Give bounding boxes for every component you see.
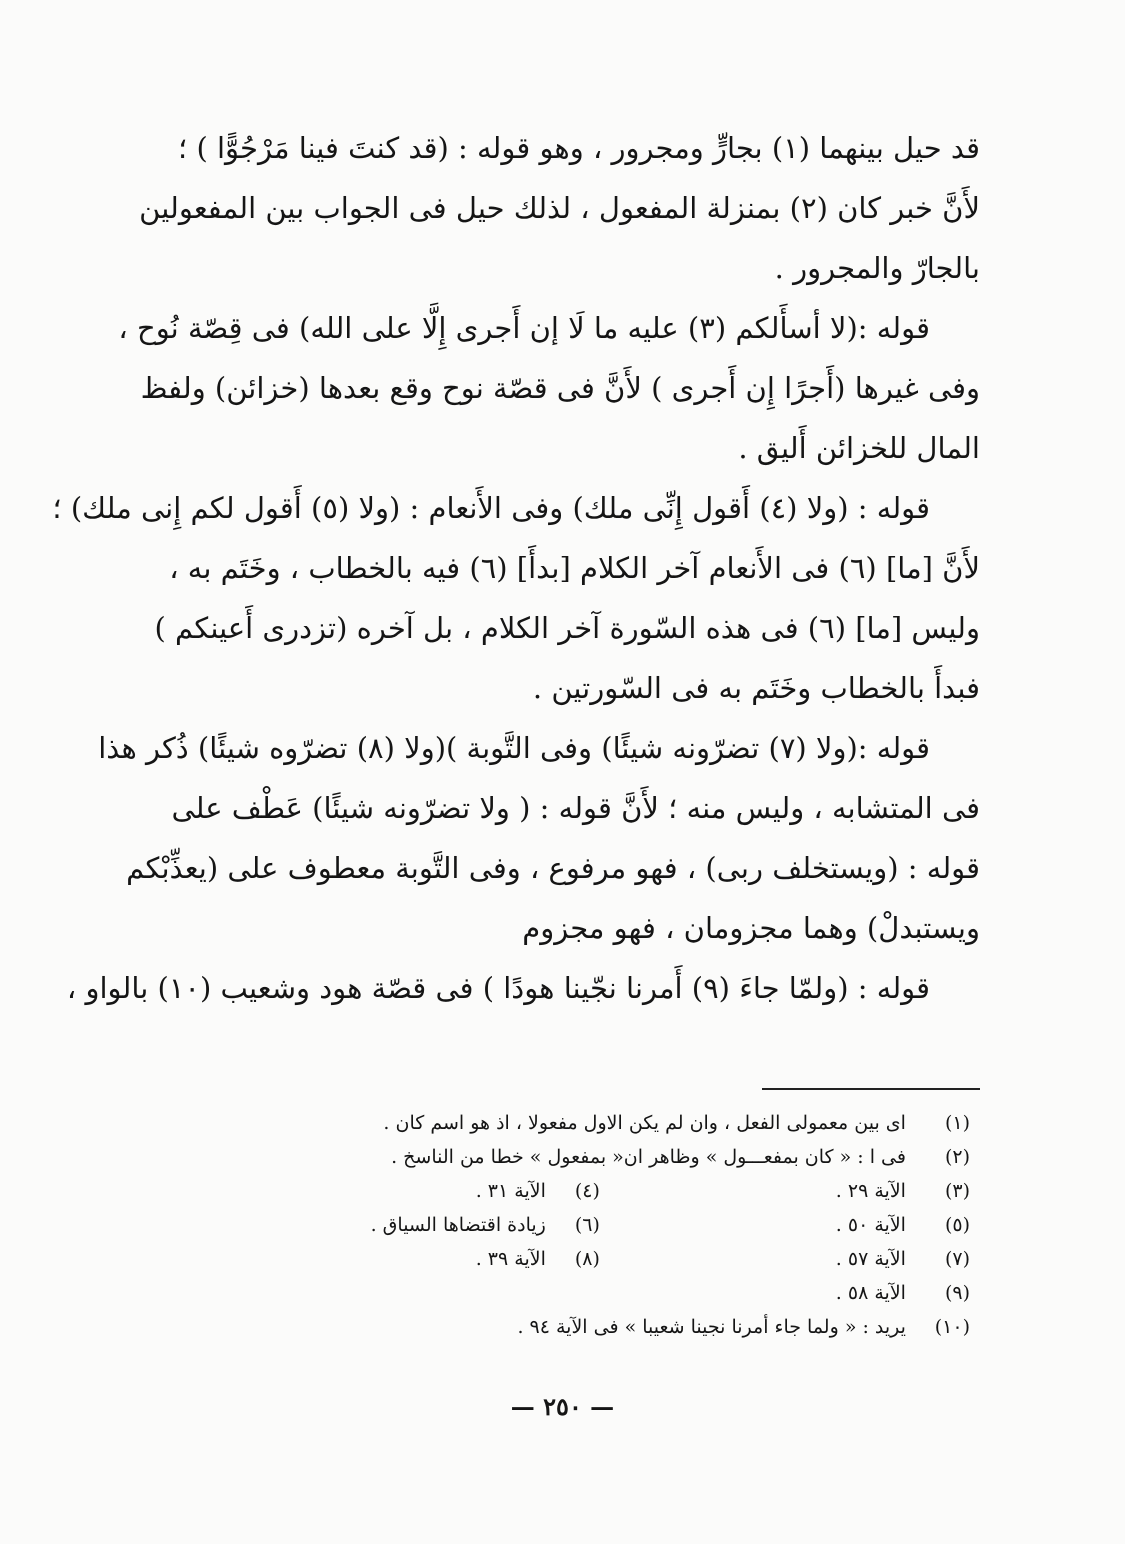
footnote [200, 1174, 970, 1208]
footnote [200, 1242, 970, 1276]
text-line: قوله :(ولا (٧) تضرّونه شيئًا) وفى التَّوبة )(ولا (٨) تضرّوه شيئًا) ذُكر هذا [98, 731, 930, 765]
footnote [200, 1106, 970, 1140]
footnote-text: الآية ٣١ . [475, 1180, 546, 1202]
text-line: لأَنَّ [ما] (٦) فى الأَنعام آخر الكلام [بدأَ] (٦) فيه بالخطاب ، وخَتَم به ، [169, 551, 980, 585]
text-line: فى المتشابه ، وليس منه ؛ لأَنَّ قوله : ( ولا تضرّونه شيئًا) عَطْف على [171, 791, 980, 825]
text-line: وفى غيرها (أَجرًا إِن أَجرى ) لأَنَّ فى قصّة نوح وقع بعدها (خزائن) ولفظ [140, 371, 980, 405]
footnote-text: فى ا : « كان بمفعـــول » وظاهر ان« بمفعول » خطا من الناسخ . [391, 1146, 906, 1168]
footnote [200, 1208, 970, 1242]
footnote-number: (٨) [574, 1248, 600, 1270]
footnote-number: (٣) [944, 1180, 970, 1202]
footnote-number: (٥) [944, 1214, 970, 1236]
footnote [200, 1276, 970, 1310]
footnote [200, 1140, 970, 1174]
footnote-text: يريد : « ولما جاء أمرنا نجينا شعيبا » فى الآية ٩٤ . [517, 1316, 906, 1338]
footnote-text: الآية ٥٠ . [835, 1214, 906, 1236]
text-line: قد حيل بينهما (١) بجارٍّ ومجرور ، وهو قوله : (قد كنتَ فينا مَرْجُوًّا ) ؛ [178, 131, 980, 165]
footnote-text: زيادة اقتضاها السياق . [370, 1214, 546, 1236]
footnote-text: الآية ٥٧ . [835, 1248, 906, 1270]
text-line: قوله : (ويستخلف ربى) ، فهو مرفوع ، وفى التَّوبة معطوف على (يعذِّبْكم [126, 851, 980, 885]
main-text [52, 118, 980, 1018]
footnote-divider [762, 1088, 980, 1090]
text-line: قوله : (ولا (٤) أَقول إِنِّى ملك) وفى الأَنعام : (ولا (٥) أَقول لكم إِنى ملك) ؛ [52, 491, 930, 525]
footnote-number: (٩) [944, 1282, 970, 1304]
footnote-text: اى بين معمولى الفعل ، وان لم يكن الاول مفعولا ، اذ هو اسم كان . [383, 1112, 906, 1134]
footnote [200, 1310, 970, 1344]
page-number: — ٢٥٠ — [510, 1392, 615, 1421]
text-line: لأَنَّ خبر كان (٢) بمنزلة المفعول ، لذلك حيل فى الجواب بين المفعولين [139, 191, 980, 225]
footnote-number: (١) [944, 1112, 970, 1134]
footnote-number: (٧) [944, 1248, 970, 1270]
footnote-number: (٢) [944, 1146, 970, 1168]
text-line: قوله : (ولمّا جاءَ (٩) أَمرنا نجّينا هودًا ) فى قصّة هود وشعيب (١٠) بالواو ، [66, 971, 930, 1005]
footnotes [200, 1106, 970, 1344]
text-line: قوله :(لا أسأَلكم (٣) عليه ما لَا إن أَجرى إِلَّا على الله) فى قِصّة نُوح ، [118, 311, 930, 345]
footnote-number: (١٠) [934, 1316, 970, 1338]
footnote-text: الآية ٣٩ . [475, 1248, 546, 1270]
footnote-number: (٦) [574, 1214, 600, 1236]
text-line: بالجارّ والمجرور . [774, 251, 980, 285]
text-line: فبدأَ بالخطاب وخَتَم به فى السّورتين . [532, 671, 980, 705]
text-line: وليس [ما] (٦) فى هذه السّورة آخر الكلام ، بل آخره (تزدرى أَعينكم ) [154, 611, 980, 645]
text-line: ويستبدلْ) وهما مجزومان ، فهو مجزوم [522, 911, 980, 945]
footnote-text: الآية ٢٩ . [835, 1180, 906, 1202]
footnote-number: (٤) [574, 1180, 600, 1202]
text-line: المال للخزائن أَليق . [738, 431, 980, 465]
footnote-text: الآية ٥٨ . [835, 1282, 906, 1304]
